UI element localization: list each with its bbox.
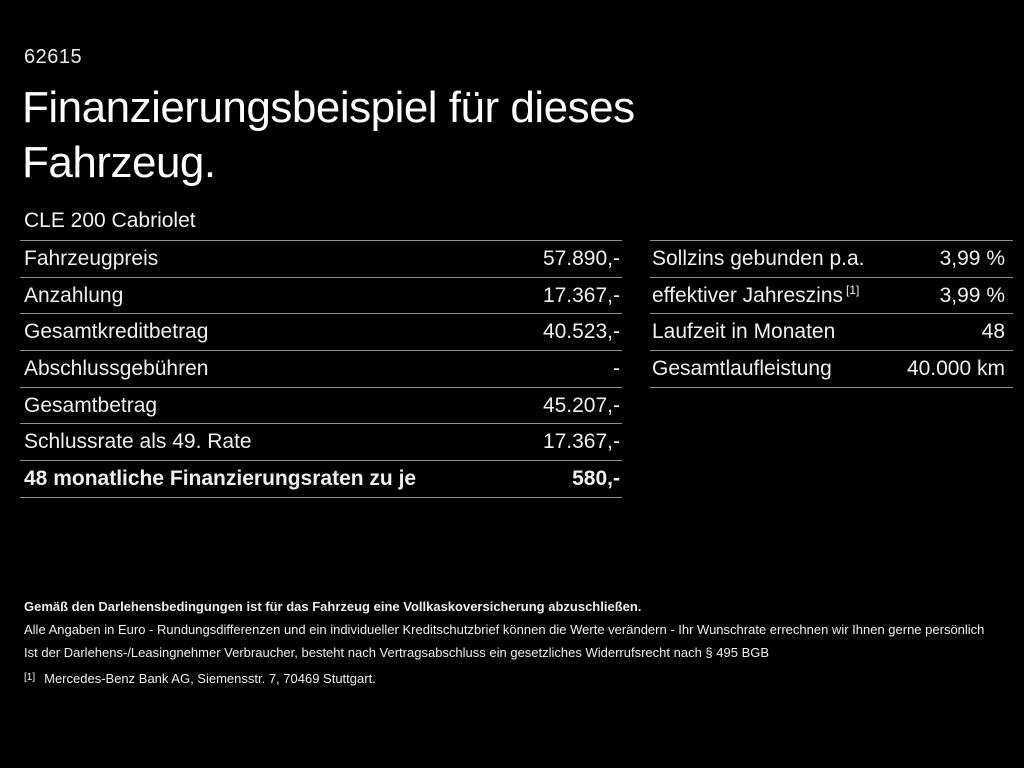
row-label: Abschlussgebühren bbox=[24, 356, 209, 380]
row-value: 3,99 % bbox=[939, 246, 1005, 270]
row-label: Fahrzeugpreis bbox=[24, 246, 159, 270]
row-label: effektiver Jahreszins [1] bbox=[652, 282, 860, 307]
row-label: Gesamtlaufleistung bbox=[652, 356, 832, 380]
footer-line: [1] Mercedes-Benz Bank AG, Siemensstr. 7, 70469 Stuttgart. bbox=[24, 671, 376, 686]
footer-line: Ist der Darlehens-/Leasingnehmer Verbraucher, besteht nach Vertragsabschluss ein gesetzliches Widerrufsrecht nach § 495 BGB bbox=[24, 645, 770, 660]
vehicle-model-name: CLE 200 Cabriolet bbox=[24, 209, 196, 232]
table-row bbox=[20, 423, 622, 460]
footnote-marker: [1] bbox=[846, 282, 860, 297]
table-row bbox=[20, 313, 622, 350]
row-value: 3,99 % bbox=[939, 283, 1005, 307]
table-row bbox=[650, 277, 1013, 314]
table-row bbox=[650, 350, 1013, 387]
legal-footer bbox=[24, 600, 1009, 695]
row-value: 45.207,- bbox=[542, 393, 620, 417]
row-value: 17.367,- bbox=[542, 283, 620, 307]
row-value: 40.523,- bbox=[542, 320, 620, 344]
row-label: Laufzeit in Monaten bbox=[652, 320, 836, 344]
interest-terms-table bbox=[650, 240, 1013, 388]
table-row bbox=[20, 277, 622, 314]
footer-line: Alle Angaben in Euro - Rundungsdifferenzen und ein individueller Kreditschutzbrief können die Werte verändern - Ihr Wunschrate errechnen wir Ihnen gerne persönlich bbox=[24, 622, 985, 637]
row-value: 48 bbox=[981, 320, 1005, 344]
row-label: Sollzins gebunden p.a. bbox=[652, 246, 865, 270]
row-value: 40.000 km bbox=[906, 356, 1005, 380]
table-row bbox=[20, 240, 622, 277]
row-value: 580,- bbox=[572, 466, 620, 490]
offer-id: 62615 bbox=[24, 46, 83, 68]
row-value: - bbox=[613, 356, 620, 380]
row-label: 48 monatliche Finanzierungsraten zu je bbox=[24, 466, 417, 490]
row-label: Anzahlung bbox=[24, 283, 124, 307]
footer-line: Gemäß den Darlehensbedingungen ist für das Fahrzeug eine Vollkaskoversicherung abzuschließen. bbox=[24, 599, 642, 614]
row-label: Schlussrate als 49. Rate bbox=[24, 430, 252, 454]
row-label: Gesamtbetrag bbox=[24, 393, 158, 417]
page-title: Finanzierungsbeispiel für dieses Fahrzeug. bbox=[22, 83, 635, 187]
row-label: Gesamtkreditbetrag bbox=[24, 320, 209, 344]
table-row bbox=[20, 350, 622, 387]
footnote-marker: [1] bbox=[24, 672, 36, 683]
table-row bbox=[650, 313, 1013, 350]
table-row bbox=[650, 240, 1013, 277]
row-value: 57.890,- bbox=[542, 246, 620, 270]
table-row bbox=[20, 387, 622, 424]
table-row bbox=[20, 460, 622, 497]
row-value: 17.367,- bbox=[542, 430, 620, 454]
financing-details-table bbox=[20, 240, 622, 498]
